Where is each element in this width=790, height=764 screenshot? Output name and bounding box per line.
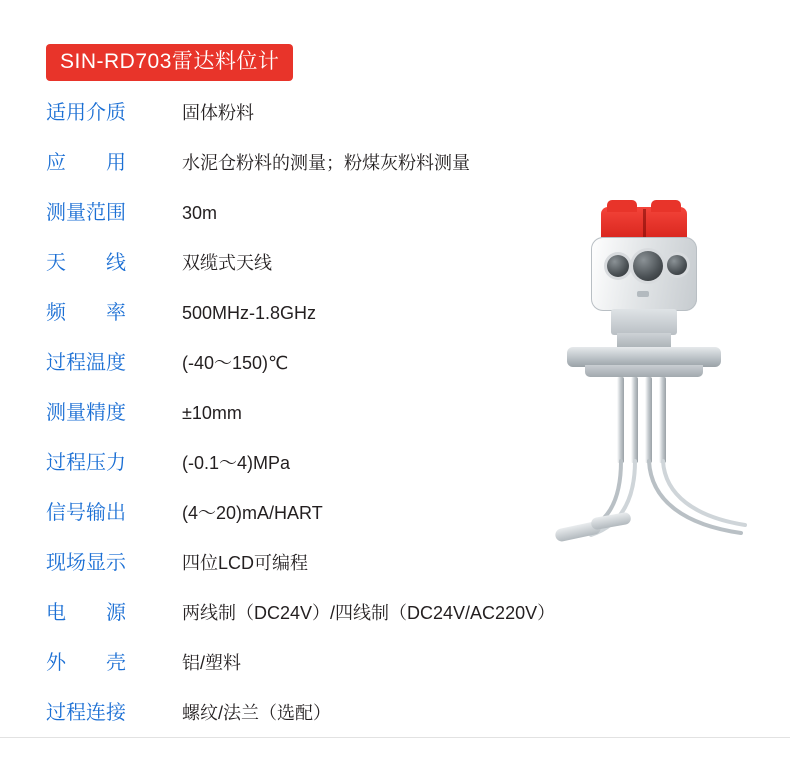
spec-table	[46, 96, 606, 746]
spec-row	[46, 396, 606, 446]
product-image	[545, 195, 775, 575]
spec-value: (-0.1～4)MPa	[182, 453, 291, 473]
spec-label: 测量范围	[46, 202, 126, 224]
spec-row	[46, 646, 606, 696]
spec-value: 固体粉料	[182, 103, 254, 123]
cable-antenna-icon	[545, 195, 775, 575]
spec-value: 30m	[182, 203, 218, 223]
spec-row	[46, 446, 606, 496]
spec-row	[46, 546, 606, 596]
spec-row	[46, 246, 606, 296]
spec-value: 螺纹/法兰（选配）	[182, 703, 332, 723]
spec-value: 铝/塑料	[182, 653, 242, 673]
spec-label: 电 源	[46, 602, 126, 624]
spec-row	[46, 96, 606, 146]
spec-label: 过程温度	[46, 352, 126, 374]
spec-value: ±10mm	[182, 403, 242, 423]
spec-label: 现场显示	[46, 552, 126, 574]
spec-value: 双缆式天线	[182, 253, 272, 273]
spec-row	[46, 296, 606, 346]
spec-label: 适用介质	[46, 102, 126, 124]
spec-label: 测量精度	[46, 402, 126, 424]
spec-row	[46, 196, 606, 246]
spec-value: (4～20)mA/HART	[182, 503, 323, 523]
page-title: SIN-RD703雷达料位计	[46, 44, 293, 81]
spec-label: 过程压力	[46, 452, 126, 474]
spec-label: 过程连接	[46, 702, 126, 724]
spec-row	[46, 696, 606, 746]
spec-row	[46, 496, 606, 546]
spec-label: 天 线	[46, 252, 126, 274]
spec-row	[46, 346, 606, 396]
spec-value: 水泥仓粉料的测量；粉煤灰粉料测量	[182, 153, 470, 173]
spec-row	[46, 596, 606, 646]
spec-label: 频 率	[46, 302, 126, 324]
spec-label: 应 用	[46, 152, 126, 174]
spec-label: 外 壳	[46, 652, 126, 674]
spec-value: 两线制（DC24V）/四线制（DC24V/AC220V）	[182, 603, 556, 623]
spec-value: 500MHz-1.8GHz	[182, 303, 317, 323]
spec-label: 信号输出	[46, 502, 126, 524]
bottom-divider	[0, 737, 790, 738]
spec-row	[46, 146, 606, 196]
spec-value: (-40～150)℃	[182, 353, 289, 373]
spec-value: 四位LCD可编程	[182, 553, 309, 573]
